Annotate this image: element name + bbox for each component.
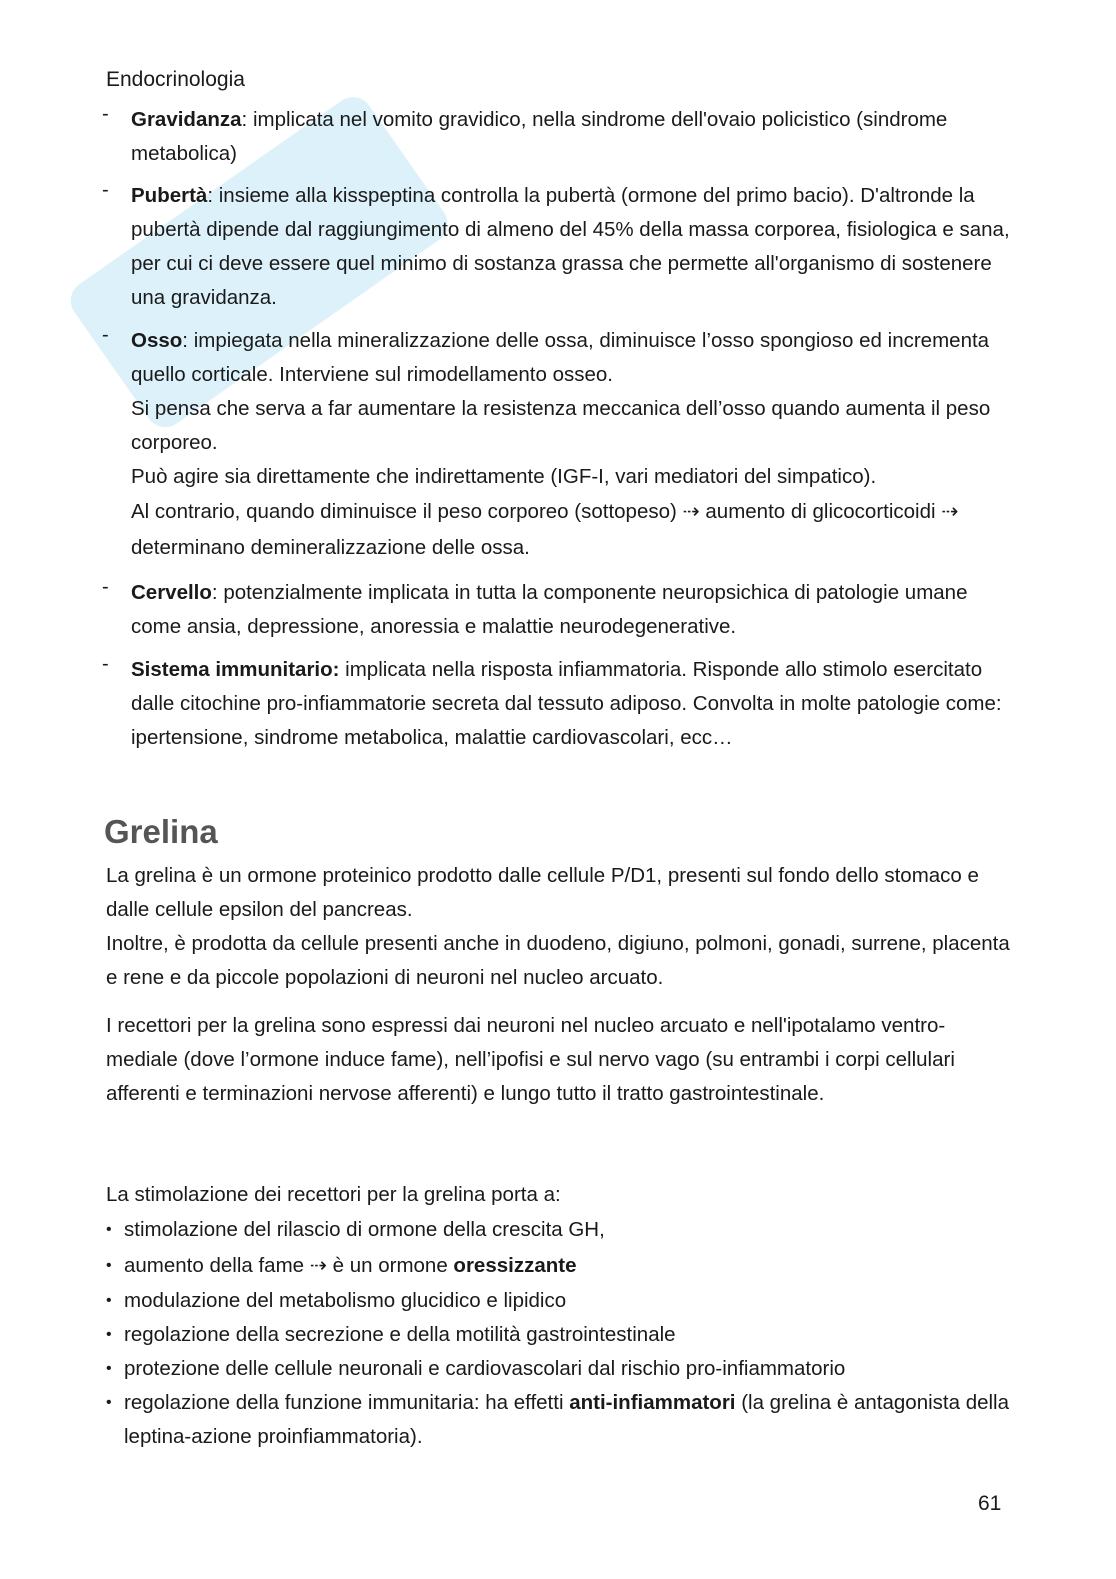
list-item: • aumento della fame ⇢ è un ormone oressizzante [106, 1247, 1011, 1284]
dash-bullet-icon: - [102, 576, 109, 598]
dash-bullet-icon: - [102, 653, 109, 675]
list-item: • protezione delle cellule neuronali e cardiovascolari dal rischio pro-infiammatorio [106, 1352, 1011, 1386]
dash-bullet-icon: - [102, 179, 109, 201]
list-item: • regolazione della secrezione e della motilità gastrointestinale [106, 1318, 1011, 1352]
list-item: • modulazione del metabolismo glucidico e lipidico [106, 1284, 1011, 1318]
list-item: - Gravidanza: implicata nel vomito gravidico, nella sindrome dell'ovaio policistico (sindrome metabolica) [106, 103, 1011, 171]
list-item: • stimolazione del rilascio di ormone della crescita GH, [106, 1213, 1011, 1247]
bullet-icon: • [106, 1292, 112, 1309]
bullet-icon: • [106, 1257, 112, 1274]
section-title: Grelina [104, 813, 218, 850]
list-item: • regolazione della funzione immunitaria: ha effetti anti-infiammatori (la grelina è antagonista della leptina-azione proinfiammatoria). [106, 1386, 1011, 1454]
list-item: - Sistema immunitario: implicata nella risposta infiammatoria. Risponde allo stimolo esercitato dalle citochine pro-infiammatorie secreta dal tessuto adiposo. Convolta in molte patologie come: ipertensione, sindrome metabolica, malattie cardiovascolari, ecc… [106, 653, 1011, 755]
paragraph: La grelina è un ormone proteinico prodotto dalle cellule P/D1, presenti sul fondo dello stomaco e dalle cellule epsilon del pancreas. [106, 864, 979, 921]
grelina-effects-list [106, 1213, 1011, 1454]
running-header: Endocrinologia [106, 68, 245, 91]
paragraph: Inoltre, è prodotta da cellule presenti anche in duodeno, digiuno, polmoni, gonadi, surrene, placenta e rene e da piccole popolazioni di neuroni nel nucleo arcuato. [106, 932, 1010, 989]
paragraph: I recettori per la grelina sono espressi dai neuroni nel nucleo arcuato e nell'ipotalamo ventro-mediale (dove l’ormone induce fame), nell’ipofisi e sul nervo vago (su entrambi i corpi cellulari afferenti e terminazioni nervose afferenti) e lungo tutto il tratto gastrointestinale. [106, 1014, 955, 1105]
paragraph: La stimolazione dei recettori per la grelina porta a: [106, 1183, 561, 1206]
dash-bullet-icon: - [102, 324, 109, 346]
dash-bullet-icon: - [102, 103, 109, 125]
bullet-icon: • [106, 1221, 112, 1238]
list-item: - Pubertà: insieme alla kisspeptina controlla la pubertà (ormone del primo bacio). D'altronde la pubertà dipende dal raggiungimento di almeno del 45% della massa corporea, fisiologica e sana, per cui ci deve essere quel minimo di sostanza grassa che permette all'organismo di sostenere una gravidanza. [106, 179, 1011, 315]
leptin-effects-list [102, 103, 1011, 764]
list-item: - Osso: impiegata nella mineralizzazione delle ossa, diminuisce l’osso spongioso ed incrementa quello corticale. Interviene sul rimodellamento osseo. Si pensa che serva a far aumentare la resistenza meccanica dell’osso quando aumenta il peso corporeo. Può agire sia direttamente che indirettamente (IGF-I, vari mediatori del simpatico). Al contrario, quando diminuisce il peso corporeo (sottopeso) ⇢ aumento di glicocorticoidi ⇢ determinano demineralizzazione delle ossa. [106, 324, 1011, 566]
bullet-icon: • [106, 1360, 112, 1377]
bullet-icon: • [106, 1394, 112, 1411]
page-number: 61 [978, 1492, 1002, 1515]
bullet-icon: • [106, 1326, 112, 1343]
list-item: - Cervello: potenzialmente implicata in tutta la componente neuropsichica di patologie umane come ansia, depressione, anoressia e malattie neurodegenerative. [106, 576, 1011, 644]
